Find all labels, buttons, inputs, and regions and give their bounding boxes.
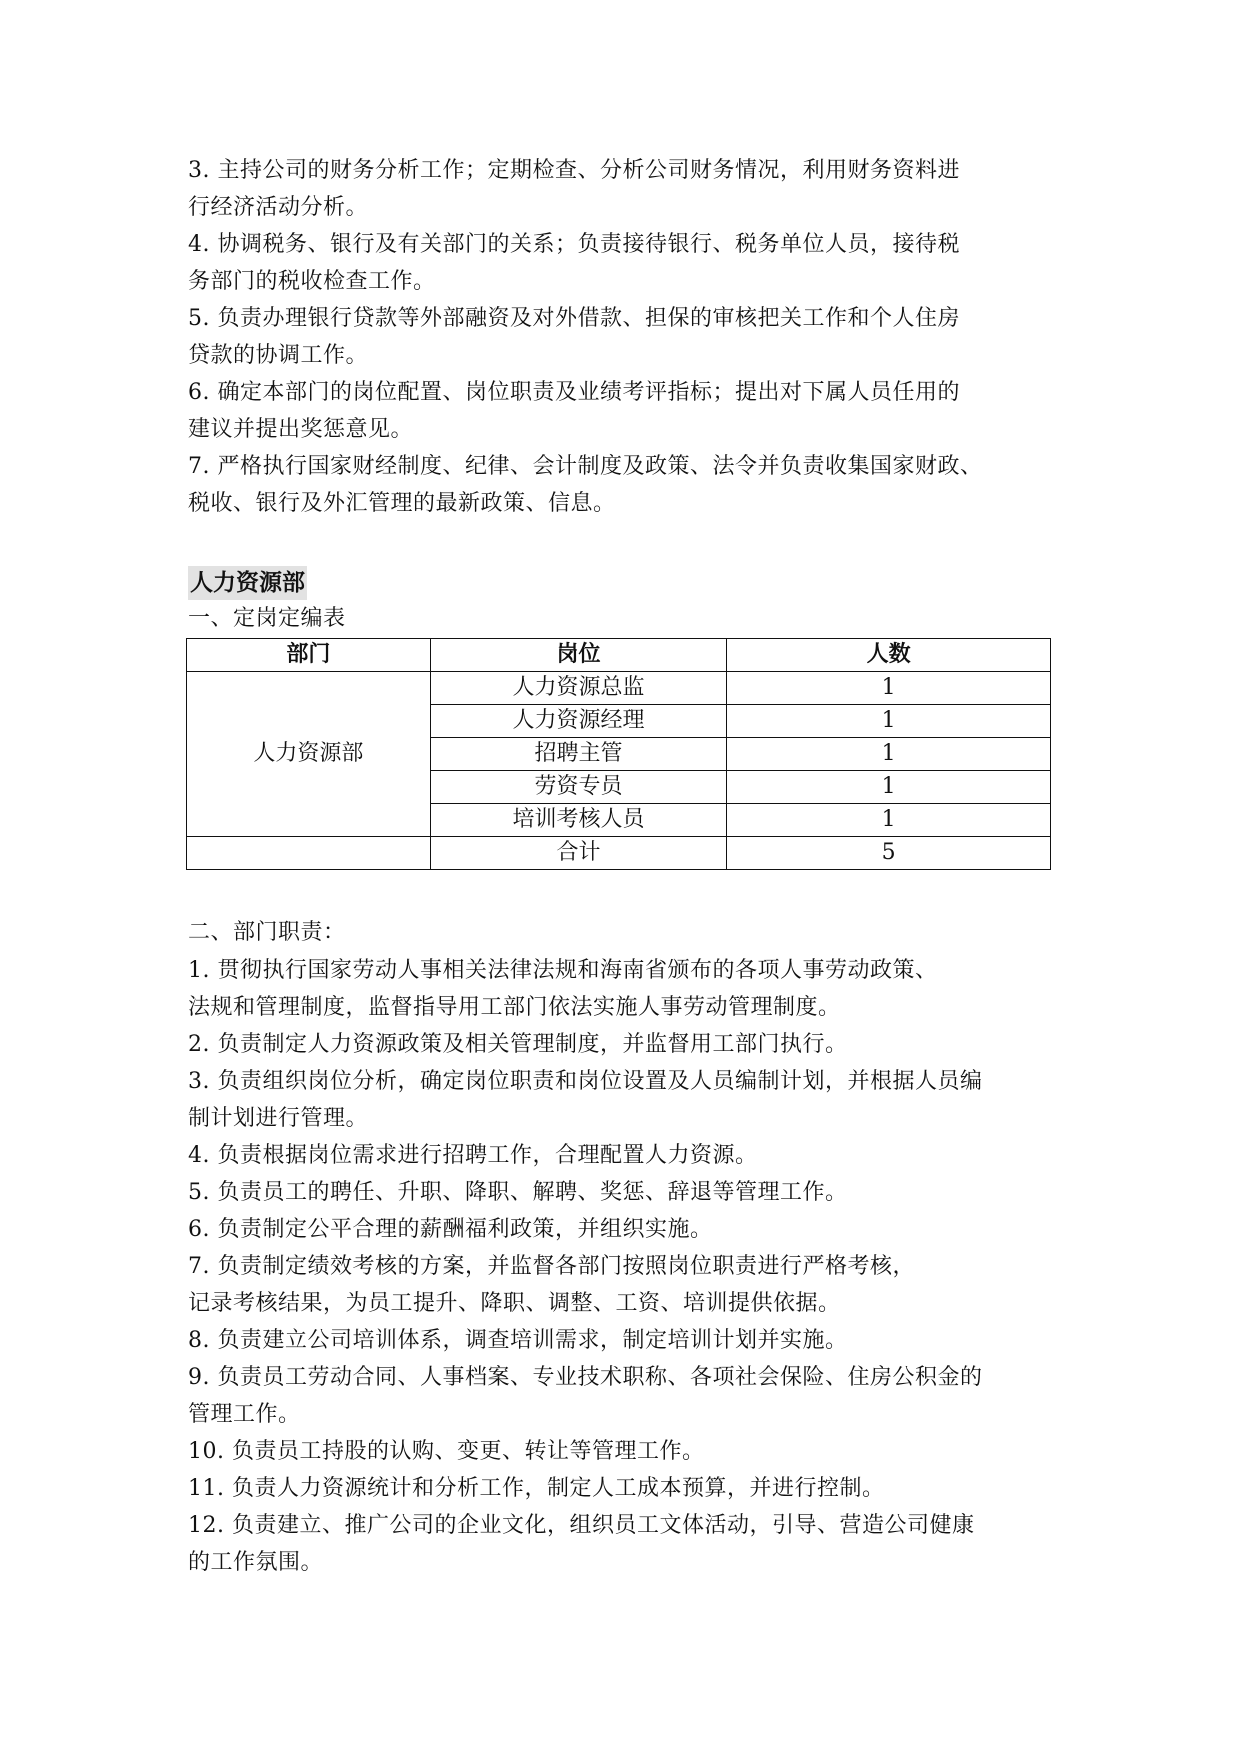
department-cell: 人力资源部 [187,672,431,837]
count-cell: 1 [727,672,1051,705]
staffing-table [186,638,1051,870]
position-cell: 人力资源总监 [430,672,727,705]
header-count: 人数 [727,639,1051,672]
hr-duty-line: 5. 负责员工的聘任、升职、降职、解聘、奖惩、辞退等管理工作。 [188,1180,848,1205]
finance-duty-line: 7. 严格执行国家财经制度、纪律、会计制度及政策、法令并负责收集国家财政、 [188,454,983,479]
position-cell: 劳资专员 [430,771,727,804]
table-total-row [187,837,1051,870]
count-cell: 1 [727,771,1051,804]
hr-duty-line: 的工作氛围。 [188,1550,324,1575]
finance-duty-line: 贷款的协调工作。 [188,343,369,368]
count-cell: 1 [727,705,1051,738]
hr-duty-line: 2. 负责制定人力资源政策及相关管理制度，并监督用工部门执行。 [188,1032,848,1057]
position-cell: 招聘主管 [430,738,727,771]
hr-duty-line: 法规和管理制度，监督指导用工部门依法实施人事劳动管理制度。 [188,995,841,1020]
hr-duty-line: 制计划进行管理。 [188,1106,369,1131]
empty-cell [187,837,431,870]
hr-duty-line: 7. 负责制定绩效考核的方案，并监督各部门按照岗位职责进行严格考核， [188,1254,915,1279]
finance-duty-line: 4. 协调税务、银行及有关部门的关系；负责接待银行、税务单位人员，接待税 [188,232,960,257]
hr-duty-line: 3. 负责组织岗位分析，确定岗位职责和岗位设置及人员编制计划，并根据人员编 [188,1069,983,1094]
finance-duty-line: 税收、银行及外汇管理的最新政策、信息。 [188,491,616,516]
finance-duty-line: 6. 确定本部门的岗位配置、岗位职责及业绩考评指标；提出对下属人员任用的 [188,380,960,405]
hr-duty-line: 8. 负责建立公司培训体系，调查培训需求，制定培训计划并实施。 [188,1328,848,1353]
table-row [187,672,1051,705]
total-count-cell: 5 [727,837,1051,870]
position-cell: 人力资源经理 [430,705,727,738]
total-label-cell: 合计 [430,837,727,870]
hr-duty-line: 管理工作。 [188,1402,301,1427]
table-header-row [187,639,1051,672]
hr-duty-line: 4. 负责根据岗位需求进行招聘工作，合理配置人力资源。 [188,1143,758,1168]
finance-duty-line: 3. 主持公司的财务分析工作；定期检查、分析公司财务情况，利用财务资料进 [188,158,960,183]
header-position: 岗位 [430,639,727,672]
header-department: 部门 [187,639,431,672]
hr-duty-line: 12. 负责建立、推广公司的企业文化，组织员工文体活动，引导、营造公司健康 [188,1513,975,1538]
count-cell: 1 [727,804,1051,837]
position-cell: 培训考核人员 [430,804,727,837]
hr-duty-line: 记录考核结果，为员工提升、降职、调整、工资、培训提供依据。 [188,1291,841,1316]
hr-duty-line: 10. 负责员工持股的认购、变更、转让等管理工作。 [188,1439,705,1464]
finance-duty-line: 行经济活动分析。 [188,195,369,220]
staffing-heading: 一、定岗定编表 [188,606,346,631]
hr-duty-line: 1. 贯彻执行国家劳动人事相关法律法规和海南省颁布的各项人事劳动政策、 [188,958,938,983]
finance-duty-line: 建议并提出奖惩意见。 [188,417,414,442]
hr-duty-line: 6. 负责制定公平合理的薪酬福利政策，并组织实施。 [188,1217,713,1242]
finance-duty-line: 5. 负责办理银行贷款等外部融资及对外借款、担保的审核把关工作和个人住房 [188,306,960,331]
count-cell: 1 [727,738,1051,771]
finance-duty-line: 务部门的税收检查工作。 [188,269,436,294]
hr-duty-line: 9. 负责员工劳动合同、人事档案、专业技术职称、各项社会保险、住房公积金的 [188,1365,983,1390]
section-title: 人力资源部 [188,566,307,600]
duties-heading: 二、部门职责： [188,920,346,945]
hr-duty-line: 11. 负责人力资源统计和分析工作，制定人工成本预算，并进行控制。 [188,1476,885,1501]
